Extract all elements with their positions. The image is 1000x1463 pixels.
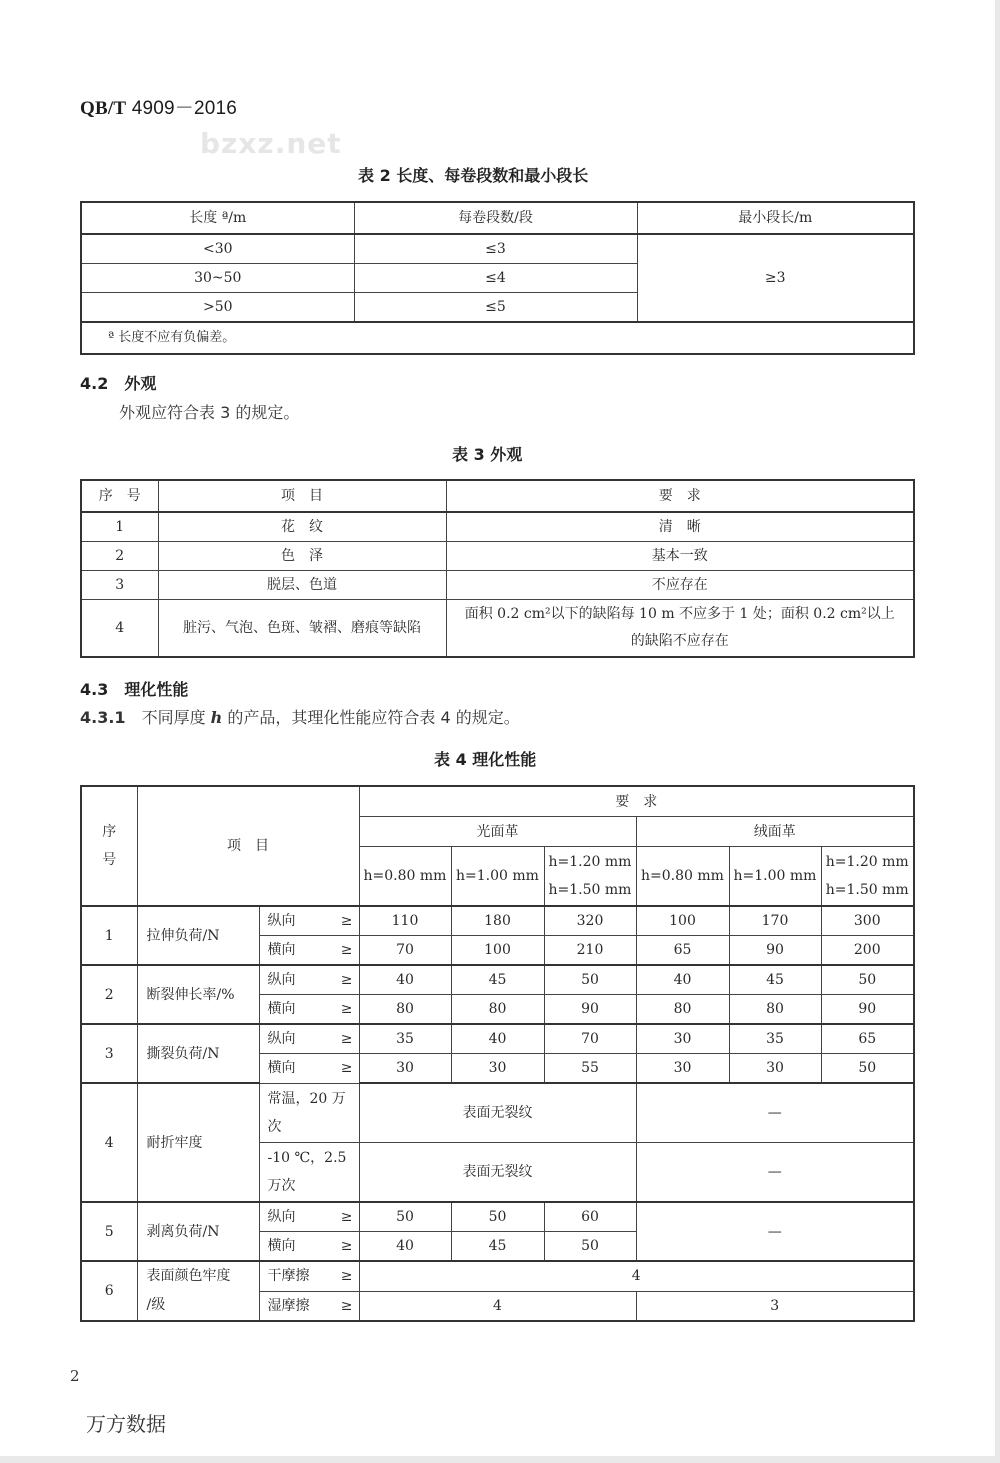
value-cell: 70 — [359, 936, 451, 966]
item-cell: 撕裂负荷/N — [137, 1024, 259, 1083]
value-cell: 70 — [544, 1024, 636, 1054]
item-line: 表面颜色牢度 — [146, 1268, 231, 1284]
header-requirement: 要 求 — [359, 786, 914, 817]
value-cell: 30 — [451, 1054, 544, 1084]
item-line: /级 — [146, 1297, 166, 1313]
header-thickness: h=0.80 mm — [359, 847, 451, 907]
row-number: 1 — [81, 512, 158, 542]
condition-line: 万次 — [267, 1178, 296, 1194]
value-cell: 45 — [451, 965, 544, 995]
direction-label: 横向 — [267, 1060, 296, 1077]
direction-label: 纵向 — [267, 1209, 296, 1225]
value-cell: 40 — [359, 1232, 451, 1262]
table-row — [81, 234, 914, 264]
item-cell: 脱层、色道 — [158, 571, 446, 600]
value-cell: 45 — [729, 965, 821, 995]
value-cell: 180 — [451, 906, 544, 936]
header-suede-leather: 绒面革 — [636, 817, 914, 847]
direction-label: 纵向 — [267, 1031, 296, 1047]
value-cell: 90 — [729, 936, 821, 966]
table-row — [81, 1083, 914, 1143]
operator: ≥ — [340, 1209, 353, 1225]
length-cell: >50 — [81, 293, 354, 323]
value-cell: 50 — [544, 965, 636, 995]
value-cell: 300 — [821, 906, 914, 936]
table-header-row — [81, 786, 914, 817]
requirement-cell: 清 晰 — [446, 512, 914, 542]
page-number: 2 — [70, 1367, 80, 1385]
table4 — [80, 785, 915, 1322]
value-cell: 320 — [544, 906, 636, 936]
table-row — [81, 965, 914, 995]
requirement-line: 的缺陷不应存在 — [630, 633, 729, 649]
value-cell: 90 — [544, 995, 636, 1025]
header-cell: 项 目 — [158, 480, 446, 512]
value-cell: 30 — [636, 1024, 729, 1054]
value-cell: 30 — [729, 1054, 821, 1084]
value-cell: 40 — [359, 965, 451, 995]
operator: ≥ — [340, 1238, 353, 1254]
table-row — [81, 1024, 914, 1054]
value-cell: 4 — [359, 1261, 914, 1291]
direction-label: 湿摩擦 — [267, 1297, 310, 1314]
header-no-line: 序 — [102, 824, 117, 840]
item-cell: 剥离负荷/N — [137, 1202, 259, 1261]
direction-cell — [259, 936, 359, 966]
header-no-line: 号 — [102, 852, 117, 868]
header-no — [81, 786, 137, 906]
value-cell: 80 — [451, 995, 544, 1025]
clause-paragraph — [80, 705, 520, 728]
standard-number: 4909－2016 — [131, 98, 238, 119]
operator: ≥ — [340, 1001, 353, 1017]
direction-label: 干摩擦 — [267, 1268, 310, 1285]
table-row — [81, 542, 914, 571]
table-row — [81, 1261, 914, 1291]
table-row — [81, 571, 914, 600]
value-cell: 50 — [821, 1054, 914, 1084]
operator: ≥ — [340, 972, 353, 988]
direction-label: 纵向 — [267, 972, 296, 988]
table3 — [80, 479, 915, 658]
clause-text: 不同厚度 — [141, 708, 211, 727]
value-cell: 80 — [359, 995, 451, 1025]
table-row — [81, 512, 914, 542]
table-header-row — [81, 202, 914, 234]
item-cell: 耐折牢度 — [137, 1083, 259, 1202]
row-number: 2 — [81, 965, 137, 1024]
thickness-line: h=1.50 mm — [825, 882, 909, 898]
value-cell: 80 — [729, 995, 821, 1025]
direction-cell — [259, 1202, 359, 1232]
value-cell: 55 — [544, 1054, 636, 1084]
value-cell: 65 — [821, 1024, 914, 1054]
segments-cell: ≤5 — [354, 293, 637, 323]
value-cell: 表面无裂纹 — [359, 1083, 636, 1143]
standard-code — [80, 93, 237, 120]
table2 — [80, 201, 915, 355]
requirement-cell: 不应存在 — [446, 571, 914, 600]
length-cell: <30 — [81, 234, 354, 264]
clause-text: 的产品，其理化性能应符合表 4 的规定。 — [222, 708, 520, 727]
value-cell: — — [636, 1143, 914, 1203]
requirement-cell — [446, 600, 914, 658]
segments-cell: ≤3 — [354, 234, 637, 264]
header-cell: 最小段长/m — [637, 202, 914, 234]
header-item: 项 目 — [137, 786, 359, 906]
row-number: 2 — [81, 542, 158, 571]
header-thickness: h=0.80 mm — [636, 847, 729, 907]
section-heading — [80, 677, 188, 700]
row-number: 5 — [81, 1202, 137, 1261]
value-cell: 80 — [636, 995, 729, 1025]
header-thickness: h=1.00 mm — [451, 847, 544, 907]
value-cell: 100 — [636, 906, 729, 936]
value-cell: — — [636, 1083, 914, 1143]
item-cell: 脏污、气泡、色斑、皱褶、磨痕等缺陷 — [158, 600, 446, 658]
length-cell: 30~50 — [81, 264, 354, 293]
value-cell: 50 — [451, 1202, 544, 1232]
condition-line: 次 — [267, 1118, 282, 1135]
direction-cell — [259, 965, 359, 995]
value-cell: 170 — [729, 906, 821, 936]
table-header-row — [81, 480, 914, 512]
value-cell: 表面无裂纹 — [359, 1143, 636, 1203]
standard-prefix: QB/T — [80, 98, 127, 119]
watermark: bzxz.net — [200, 128, 342, 160]
section-heading — [80, 371, 156, 394]
value-cell: 35 — [359, 1024, 451, 1054]
direction-label: 横向 — [267, 942, 296, 958]
value-cell: 50 — [359, 1202, 451, 1232]
min-segment-cell: ≥3 — [637, 234, 914, 322]
item-cell: 断裂伸长率/% — [137, 965, 259, 1024]
operator: ≥ — [340, 942, 353, 958]
direction-cell — [259, 1232, 359, 1262]
header-smooth-leather: 光面革 — [359, 817, 636, 847]
thickness-line: h=1.50 mm — [548, 882, 632, 898]
value-cell: 30 — [359, 1054, 451, 1084]
operator: ≥ — [340, 1060, 353, 1077]
table2-caption: 表 2 长度、每卷段数和最小段长 — [358, 166, 589, 185]
value-cell: 50 — [544, 1232, 636, 1262]
header-cell: 序 号 — [81, 480, 158, 512]
value-cell: — — [636, 1202, 914, 1261]
direction-label: 横向 — [267, 1238, 296, 1254]
thickness-line: h=1.20 mm — [825, 854, 909, 870]
operator: ≥ — [340, 1297, 353, 1314]
value-cell: 40 — [636, 965, 729, 995]
direction-label: 纵向 — [267, 913, 296, 929]
direction-cell — [259, 1291, 359, 1321]
item-cell: 色 泽 — [158, 542, 446, 571]
item-cell — [137, 1261, 259, 1321]
direction-cell — [259, 906, 359, 936]
section-title: 外观 — [124, 374, 157, 393]
table-row — [81, 600, 914, 658]
table3-caption: 表 3 外观 — [452, 445, 523, 464]
value-cell: 110 — [359, 906, 451, 936]
value-cell: 50 — [821, 965, 914, 995]
paragraph: 外观应符合表 3 的规定。 — [119, 403, 300, 422]
segments-cell: ≤4 — [354, 264, 637, 293]
value-cell: 60 — [544, 1202, 636, 1232]
operator: ≥ — [340, 1031, 353, 1047]
table-note-row — [81, 322, 914, 354]
header-cell: 长度 ª/m — [81, 202, 354, 234]
thickness-symbol: h — [210, 708, 223, 727]
value-cell: 100 — [451, 936, 544, 966]
publisher-label: 万方数据 — [86, 1412, 166, 1436]
value-cell: 30 — [636, 1054, 729, 1084]
value-cell: 4 — [359, 1291, 636, 1321]
direction-cell — [259, 1024, 359, 1054]
row-number: 1 — [81, 906, 137, 965]
header-thickness — [821, 847, 914, 907]
operator: ≥ — [340, 1268, 353, 1285]
row-number: 4 — [81, 1083, 137, 1202]
operator: ≥ — [340, 913, 353, 929]
row-number: 3 — [81, 1024, 137, 1083]
requirement-cell: 基本一致 — [446, 542, 914, 571]
condition-line: 常温，20 万 — [267, 1090, 346, 1107]
table-row — [81, 906, 914, 936]
row-number: 6 — [81, 1261, 137, 1321]
direction-cell — [259, 995, 359, 1025]
row-number: 4 — [81, 600, 158, 658]
item-cell: 拉伸负荷/N — [137, 906, 259, 965]
condition-cell — [259, 1143, 359, 1203]
value-cell: 3 — [636, 1291, 914, 1321]
table-note: ª 长度不应有负偏差。 — [81, 322, 914, 354]
requirement-line: 面积 0.2 cm²以下的缺陷每 10 m 不应多于 1 处；面积 0.2 cm²以上 — [464, 606, 895, 622]
table-row — [81, 1202, 914, 1232]
clause-number: 4.3.1 — [80, 708, 126, 727]
section-number: 4.3 — [80, 680, 109, 699]
condition-line: -10 ℃，2.5 — [267, 1150, 347, 1166]
direction-cell — [259, 1054, 359, 1084]
section-title: 理化性能 — [124, 680, 189, 699]
direction-cell — [259, 1261, 359, 1291]
value-cell: 200 — [821, 936, 914, 966]
thickness-line: h=1.20 mm — [548, 854, 632, 870]
condition-cell — [259, 1083, 359, 1143]
table4-caption: 表 4 理化性能 — [434, 750, 537, 769]
row-number: 3 — [81, 571, 158, 600]
header-cell: 要 求 — [446, 480, 914, 512]
section-number: 4.2 — [80, 374, 109, 393]
value-cell: 210 — [544, 936, 636, 966]
value-cell: 65 — [636, 936, 729, 966]
header-thickness: h=1.00 mm — [729, 847, 821, 907]
item-cell: 花 纹 — [158, 512, 446, 542]
value-cell: 35 — [729, 1024, 821, 1054]
direction-label: 横向 — [267, 1001, 296, 1017]
header-cell: 每卷段数/段 — [354, 202, 637, 234]
value-cell: 40 — [451, 1024, 544, 1054]
header-thickness — [544, 847, 636, 907]
value-cell: 90 — [821, 995, 914, 1025]
value-cell: 45 — [451, 1232, 544, 1262]
